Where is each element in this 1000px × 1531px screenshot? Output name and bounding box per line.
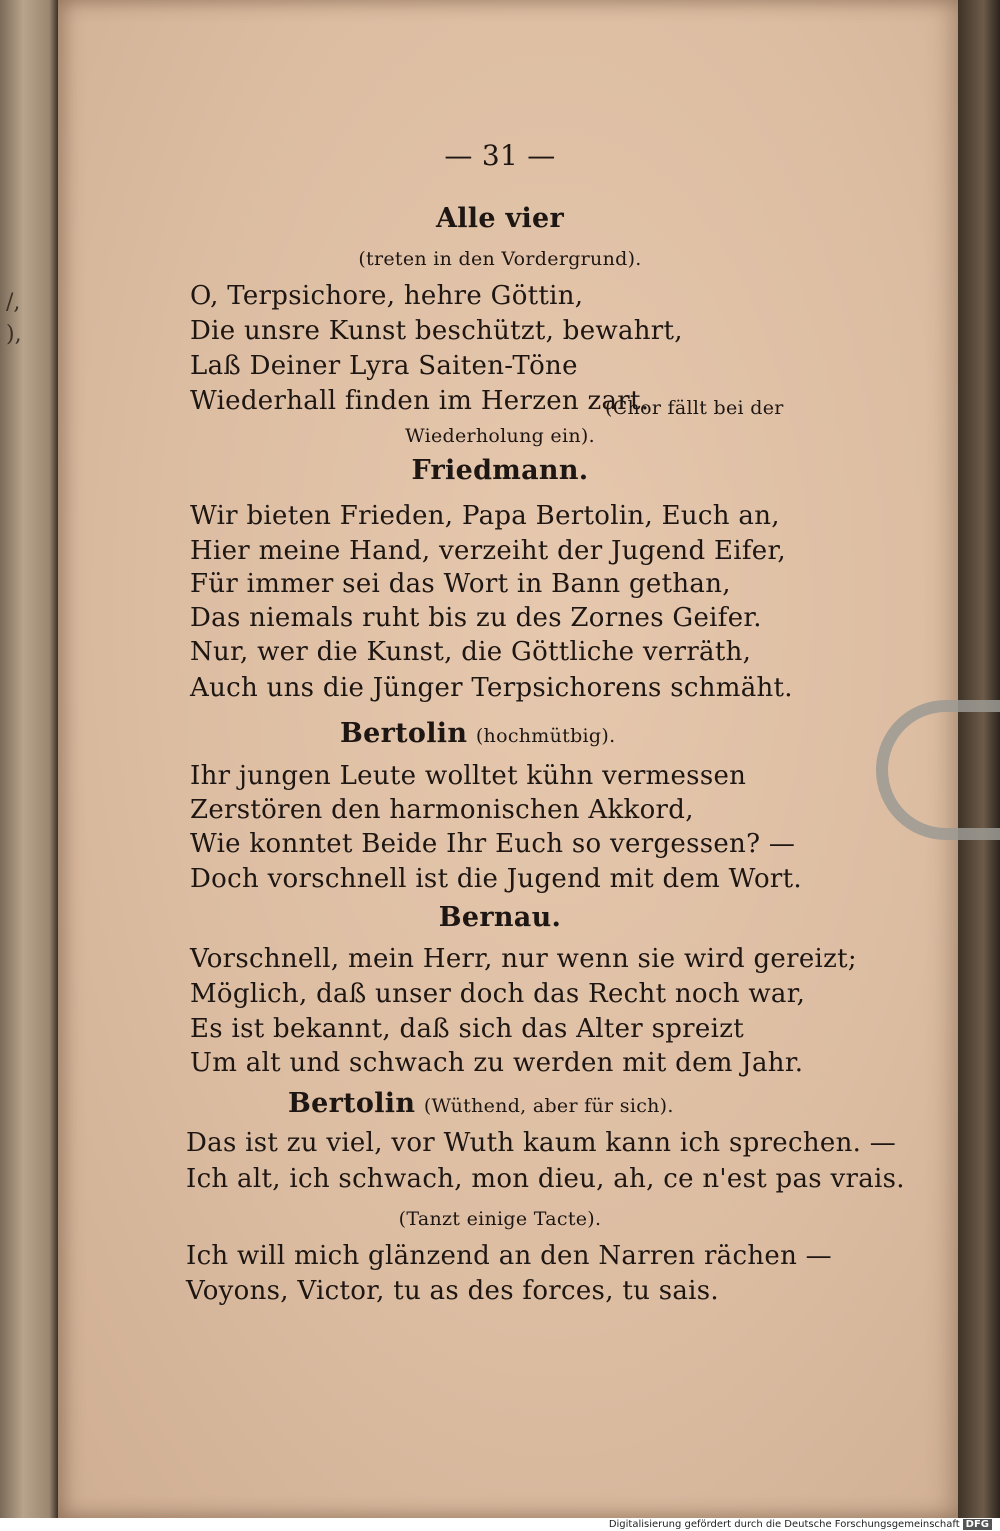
verse-line: Doch vorschnell ist die Jugend mit dem Wort.	[190, 864, 802, 894]
verse-line: Voyons, Victor, tu as des forces, tu sais.	[186, 1276, 719, 1306]
verse-line: Wie konntet Beide Ihr Euch so vergessen? —	[190, 829, 796, 859]
verse-line: Ihr jungen Leute wolltet kühn vermessen	[190, 761, 747, 791]
verse-line: Für immer sei das Wort in Bann gethan,	[190, 569, 731, 599]
verse-line: O, Terpsichore, hehre Göttin,	[190, 281, 584, 311]
verse-line: Ich alt, ich schwach, mon dieu, ah, ce n'est pas vrais.	[186, 1164, 905, 1194]
verse-line: Es ist bekannt, daß sich das Alter spreizt	[190, 1014, 744, 1044]
verse-line: Ich will mich glänzend an den Narren rächen —	[186, 1241, 832, 1271]
verse-line: Das ist zu viel, vor Wuth kaum kann ich sprechen. —	[186, 1128, 897, 1158]
verse-line: Nur, wer die Kunst, die Göttliche verräth,	[190, 637, 752, 667]
page-number: — 31 —	[444, 139, 556, 172]
digitization-footer	[0, 1518, 1000, 1531]
dfg-logo: DFG	[963, 1519, 992, 1530]
stage-direction: (Tanzt einige Tacte).	[398, 1208, 602, 1230]
speaker-heading: Bernau.	[438, 902, 562, 933]
bleed-mark: ),	[6, 322, 22, 347]
verse-line: Hier meine Hand, verzeiht der Jugend Eifer,	[190, 536, 786, 566]
speaker-heading: Friedmann.	[411, 455, 589, 486]
stage-direction: (Wüthend, aber für sich).	[423, 1095, 674, 1117]
footer-credit: Digitalisierung gefördert durch die Deutsche Forschungsgemeinschaft	[608, 1519, 960, 1530]
verse-line: Wiederhall finden im Herzen zart.	[190, 386, 650, 416]
verse-line: Möglich, daß unser doch das Recht noch war,	[190, 979, 806, 1009]
stage-direction: (hochmütbig).	[475, 725, 616, 747]
speaker-heading-with-direction	[340, 718, 615, 752]
verse-line: Das niemals ruht bis zu des Zornes Geifer.	[190, 603, 762, 633]
bleed-mark: /,	[6, 290, 21, 315]
stage-direction: (treten in den Vordergrund).	[358, 248, 642, 270]
speaker-name: Bertolin	[288, 1088, 416, 1119]
verse-line: Wir bieten Frieden, Papa Bertolin, Euch an,	[190, 501, 780, 531]
speaker-heading-with-direction	[288, 1088, 674, 1122]
stage-direction: Wiederholung ein).	[405, 425, 595, 447]
verse-line: Vorschnell, mein Herr, nur wenn sie wird gereizt;	[190, 944, 857, 974]
verse-line: Die unsre Kunst beschützt, bewahrt,	[190, 316, 683, 346]
speaker-name: Bertolin	[340, 718, 468, 749]
verse-line: Um alt und schwach zu werden mit dem Jahr.	[190, 1048, 804, 1078]
verse-line: Auch uns die Jünger Terpsichorens schmäht.	[190, 673, 793, 703]
verse-line: Zerstören den harmonischen Akkord,	[190, 795, 694, 825]
verse-line: Laß Deiner Lyra Saiten-Töne	[190, 351, 578, 381]
stage-direction: (Chor fällt bei der	[605, 397, 784, 419]
speaker-heading: Alle vier	[435, 203, 565, 234]
